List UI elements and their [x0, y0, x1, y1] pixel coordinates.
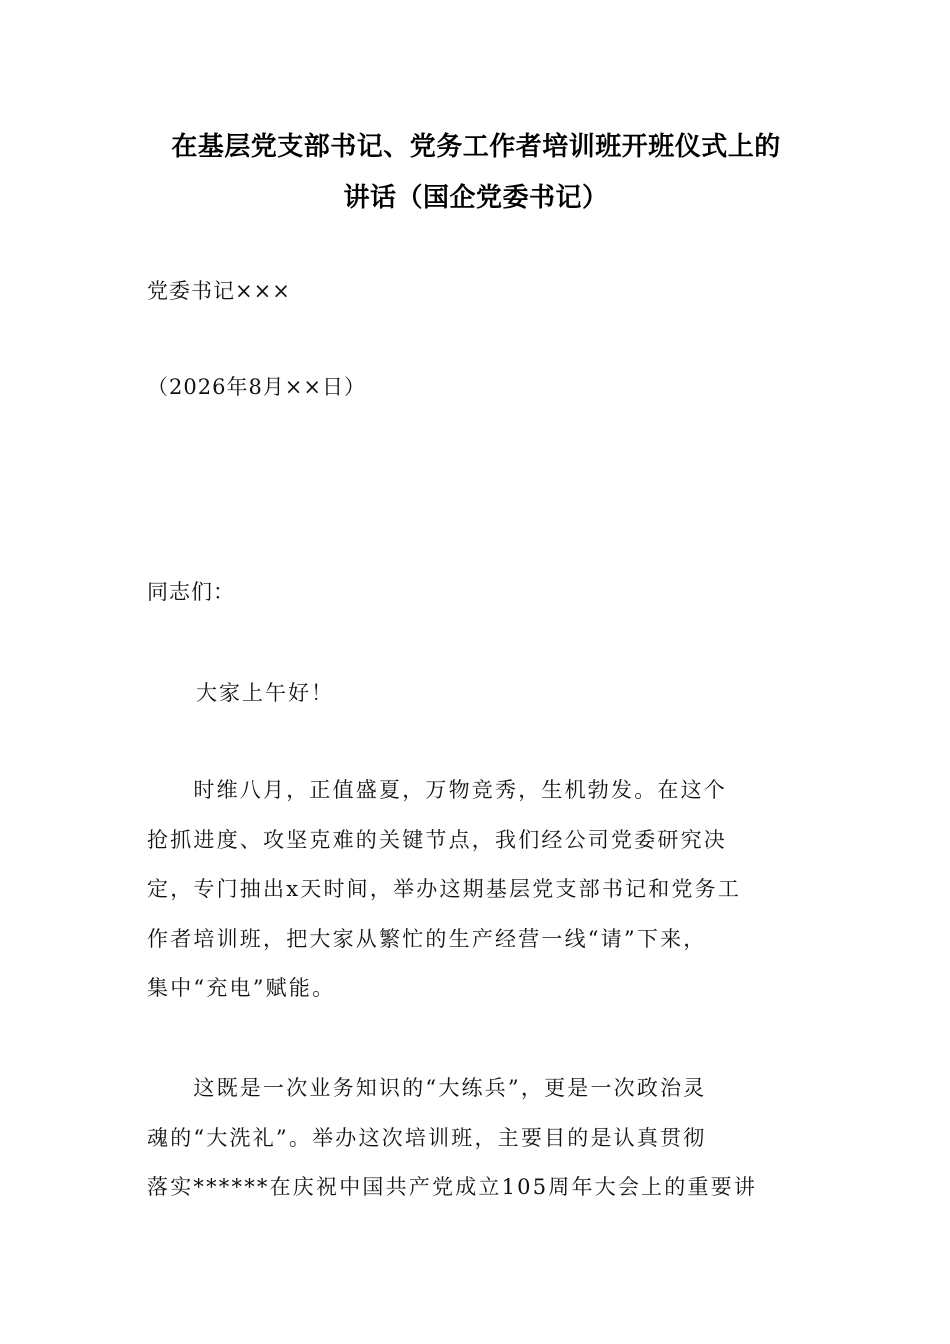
author-line: 党委书记××× — [147, 279, 291, 303]
paragraph-line: 定，专门抽出x天时间，举办这期基层党支部书记和党务工 — [147, 877, 742, 901]
greeting: 大家上午好！ — [196, 681, 334, 705]
paragraph-line: 集中“充电”赋能。 — [147, 976, 336, 1000]
paragraph-1 — [147, 773, 807, 1021]
paragraph-line: 魂的“大洗礼”。举办这次培训班，主要目的是认真贯彻 — [147, 1125, 707, 1150]
paragraph-line: 这既是一次业务知识的“大练兵”，更是一次政治灵 — [147, 1076, 707, 1100]
title-line-1: 在基层党支部书记、党务工作者培训班开班仪式上的 — [171, 132, 781, 162]
paragraph-line: 时维八月，正值盛夏，万物竞秀，生机勃发。在这个 — [147, 778, 727, 802]
document-title — [146, 122, 806, 224]
date-line: （2026年8月××日） — [147, 375, 366, 399]
paragraph-2 — [147, 1071, 807, 1220]
paragraph-line: 落实******在庆祝中国共产党成立105周年大会上的重要讲 — [147, 1175, 758, 1199]
salutation: 同志们： — [147, 580, 235, 604]
title-line-2: 讲话（国企党委书记） — [343, 183, 609, 213]
paragraph-line: 作者培训班，把大家从繁忙的生产经营一线“请”下来， — [147, 926, 707, 951]
paragraph-line: 抢抓进度、攻坚克难的关键节点，我们经公司党委研究决 — [147, 827, 727, 852]
